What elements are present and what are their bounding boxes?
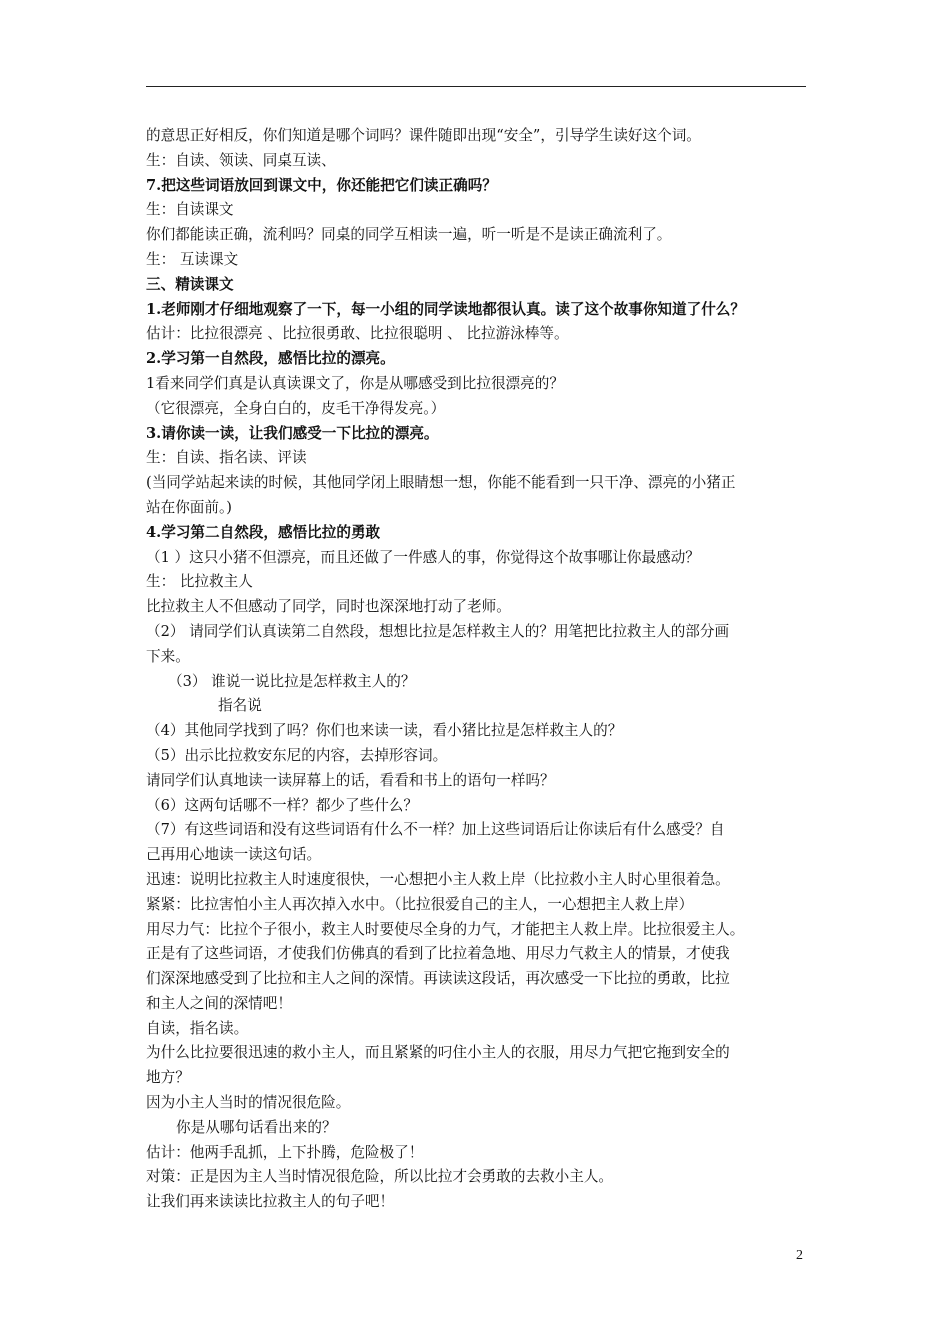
text-line: 的意思正好相反，你们知道是哪个词吗？课件随即出现“安全”，引导学生读好这个词。: [146, 127, 701, 144]
text-line: (当同学站起来读的时候，其他同学闭上眼睛想一想，你能不能看到一只干净、漂亮的小猪正: [146, 474, 736, 492]
text-line: （2） 请同学们认真读第二自然段，想想比拉是怎样救主人的？用笔把比拉救主人的部分画: [146, 622, 730, 640]
text-line: （4）其他同学找到了吗？你们也来读一读，看小猪比拉是怎样救主人的？: [146, 722, 623, 740]
text-line: （1 ）这只小猪不但漂亮，而且还做了一件感人的事，你觉得这个故事哪让你最感动？: [146, 548, 700, 566]
text-line: 你是从哪句话看出来的？: [176, 1118, 337, 1136]
text-line: 1看来同学们真是认真读课文了，你是从哪感受到比拉很漂亮的？: [146, 374, 564, 392]
text-line: 和主人之间的深情吧！: [146, 994, 292, 1012]
text-line: 为什么比拉要很迅速的救小主人，而且紧紧的叼住小主人的衣服，用尽力气把它拖到安全的: [146, 1044, 730, 1062]
section-heading: 4.学习第二自然段，感悟比拉的勇敢: [146, 523, 381, 541]
text-line: 因为小主人当时的情况很危险。: [146, 1094, 351, 1112]
text-line: 迅速：说明比拉救主人时速度很快，一心想把小主人救上岸（比拉救小主人时心里很着急。: [146, 870, 730, 888]
text-line: （7）有这些词语和没有这些词语有什么不一样？加上这些词语后让你读后有什么感受？自: [146, 821, 725, 839]
text-line: 紧紧：比拉害怕小主人再次掉入水中。（比拉很爱自己的主人，一心想把主人救上岸）: [146, 895, 694, 913]
text-line: 生：自读课文: [146, 201, 234, 219]
text-line: 生：自读、指名读、评读: [146, 449, 307, 467]
page-number: 2: [796, 1248, 803, 1263]
text-line: 指名说: [218, 697, 262, 715]
text-line: 让我们再来读读比拉救主人的句子吧！: [146, 1193, 395, 1211]
section-heading: 2.学习第一自然段，感悟比拉的漂亮。: [146, 350, 395, 368]
text-line: 比拉救主人不但感动了同学，同时也深深地打动了老师。: [146, 598, 511, 616]
text-line: （3） 谁说一说比拉是怎样救主人的？: [168, 672, 416, 690]
text-line: 己再用心地读一读这句话。: [146, 846, 322, 864]
section-heading: 三、精读课文: [146, 275, 234, 293]
section-heading: 1.老师刚才仔细地观察了一下，每一小组的同学读地都很认真。读了这个故事你知道了什么？: [146, 300, 745, 318]
text-line: （它很漂亮，全身白白的，皮毛干净得发亮。）: [146, 399, 446, 417]
text-line: 估计：比拉很漂亮 、比拉很勇敢、比拉很聪明 、 比拉游泳棒等。: [146, 325, 569, 343]
text-line: 你们都能读正确，流利吗？同桌的同学互相读一遍，听一听是不是读正确流利了。: [146, 226, 672, 244]
text-line: 生： 比拉救主人: [146, 573, 253, 591]
text-line: 下来。: [146, 647, 190, 665]
text-line: 对策：正是因为主人当时情况很危险，所以比拉才会勇敢的去救小主人。: [146, 1168, 614, 1186]
text-line: 地方？: [146, 1069, 190, 1087]
section-heading: 3.请你读一读，让我们感受一下比拉的漂亮。: [146, 424, 439, 442]
text-line: 用尽力气：比拉个子很小，救主人时要使尽全身的力气，才能把主人救上岸。比拉很爱主人。: [146, 920, 745, 938]
text-line: （6）这两句话哪不一样？都少了些什么？: [146, 796, 418, 814]
header-rule: [146, 86, 806, 87]
text-line: 估计：他两手乱抓，上下扑腾，危险极了！: [146, 1143, 424, 1161]
text-line: 请同学们认真地读一读屏幕上的话，看看和书上的语句一样吗？: [146, 771, 555, 789]
document-body: [146, 124, 810, 1215]
section-heading: 7.把这些词语放回到课文中，你还能把它们读正确吗？: [146, 176, 497, 194]
text-line: （5）出示比拉救安东尼的内容，去掉形容词。: [146, 746, 448, 764]
text-line: 们深深地感受到了比拉和主人之间的深情。再读读这段话，再次感受一下比拉的勇敢，比拉: [146, 970, 730, 988]
text-line: 自读，指名读。: [146, 1019, 249, 1037]
text-line: 生： 互读课文: [146, 250, 239, 268]
text-line: 站在你面前。): [146, 498, 232, 516]
text-line: 生：自读、领读、同桌互读、: [146, 151, 336, 169]
text-line: 正是有了这些词语，才使我们仿佛真的看到了比拉着急地、用尽力气救主人的情景，才使我: [146, 945, 730, 963]
